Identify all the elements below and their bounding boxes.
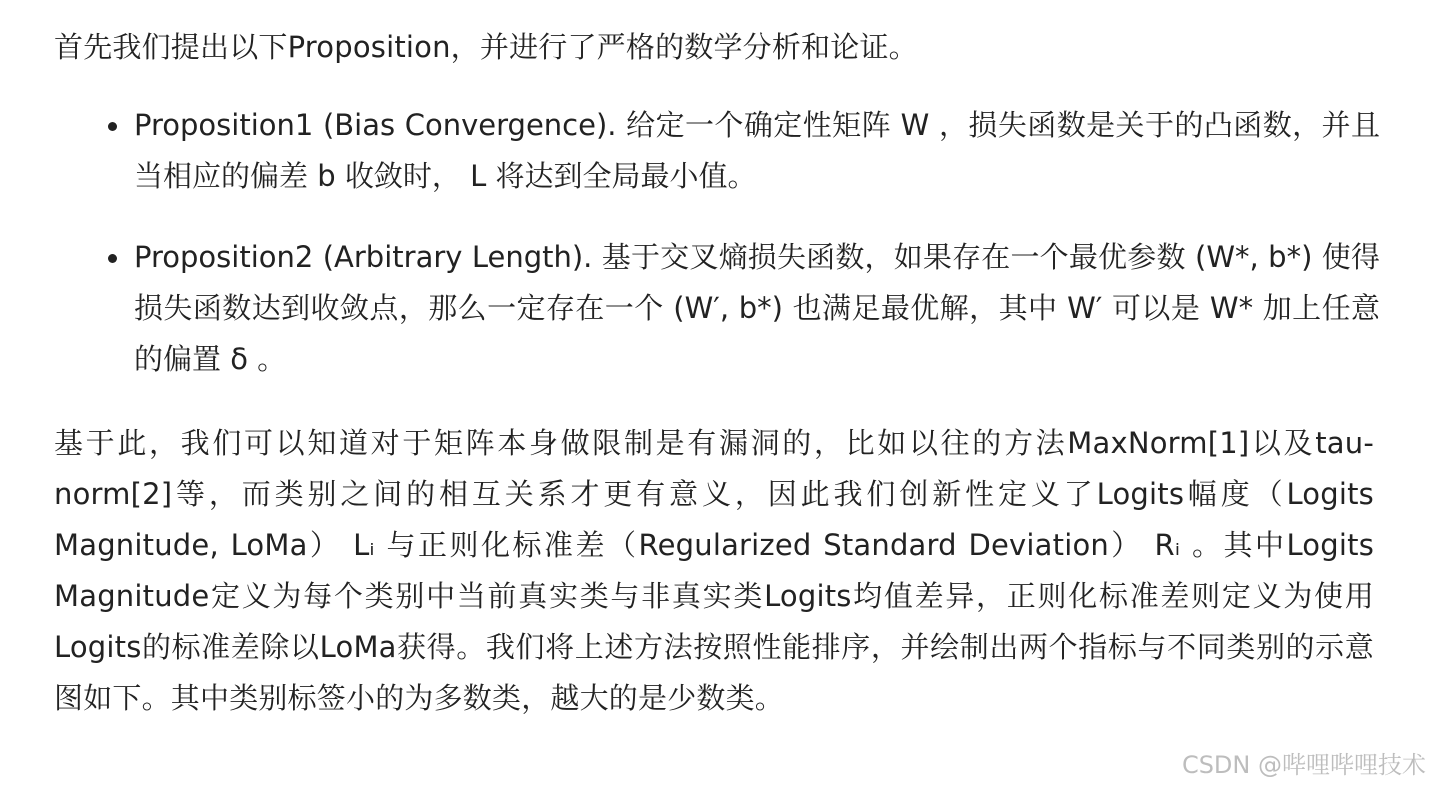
proposition-item-2 bbox=[100, 232, 1380, 385]
proposition-list bbox=[100, 100, 1380, 385]
proposition-2-text: Proposition2 (Arbitrary Length). 基于交叉熵损失函数，如果存在一个最优参数 (W*, b*) 使得损失函数达到收敛点，那么一定存在一个 (W′, b*) 也满足最优解，其中 W′ 可以是 W* 加上任意的偏置 δ 。 bbox=[134, 240, 1380, 376]
bullet-dot-icon bbox=[108, 122, 117, 131]
proposition-item-1 bbox=[100, 100, 1380, 202]
watermark-text: CSDN @哔哩哔哩技术 bbox=[1181, 751, 1426, 779]
proposition-1-text: Proposition1 (Bias Convergence). 给定一个确定性矩阵 W ，损失函数是关于的凸函数，并且当相应的偏差 b 收敛时， L 将达到全局最小值。 bbox=[134, 108, 1380, 193]
main-paragraph: 基于此，我们可以知道对于矩阵本身做限制是有漏洞的，比如以往的方法MaxNorm[1]以及tau-norm[2]等，而类别之间的相互关系才更有意义，因此我们创新性定义了Logits幅度（Logits Magnitude, LoMa） Lᵢ 与正则化标准差（Regularized Standard Deviation） Rᵢ 。其中Logits Magnitude定义为每个类别中当前真实类与非真实类Logits均值差异，正则化标准差则定义为使用Logits的标准差除以LoMa获得。我们将上述方法按照性能排序，并绘制出两个指标与不同类别的示意图如下。其中类别标签小的为多数类，越大的是少数类。 bbox=[54, 426, 1374, 715]
intro-paragraph: 首先我们提出以下Proposition，并进行了严格的数学分析和论证。 bbox=[54, 30, 918, 64]
bullet-dot-icon bbox=[108, 254, 117, 263]
